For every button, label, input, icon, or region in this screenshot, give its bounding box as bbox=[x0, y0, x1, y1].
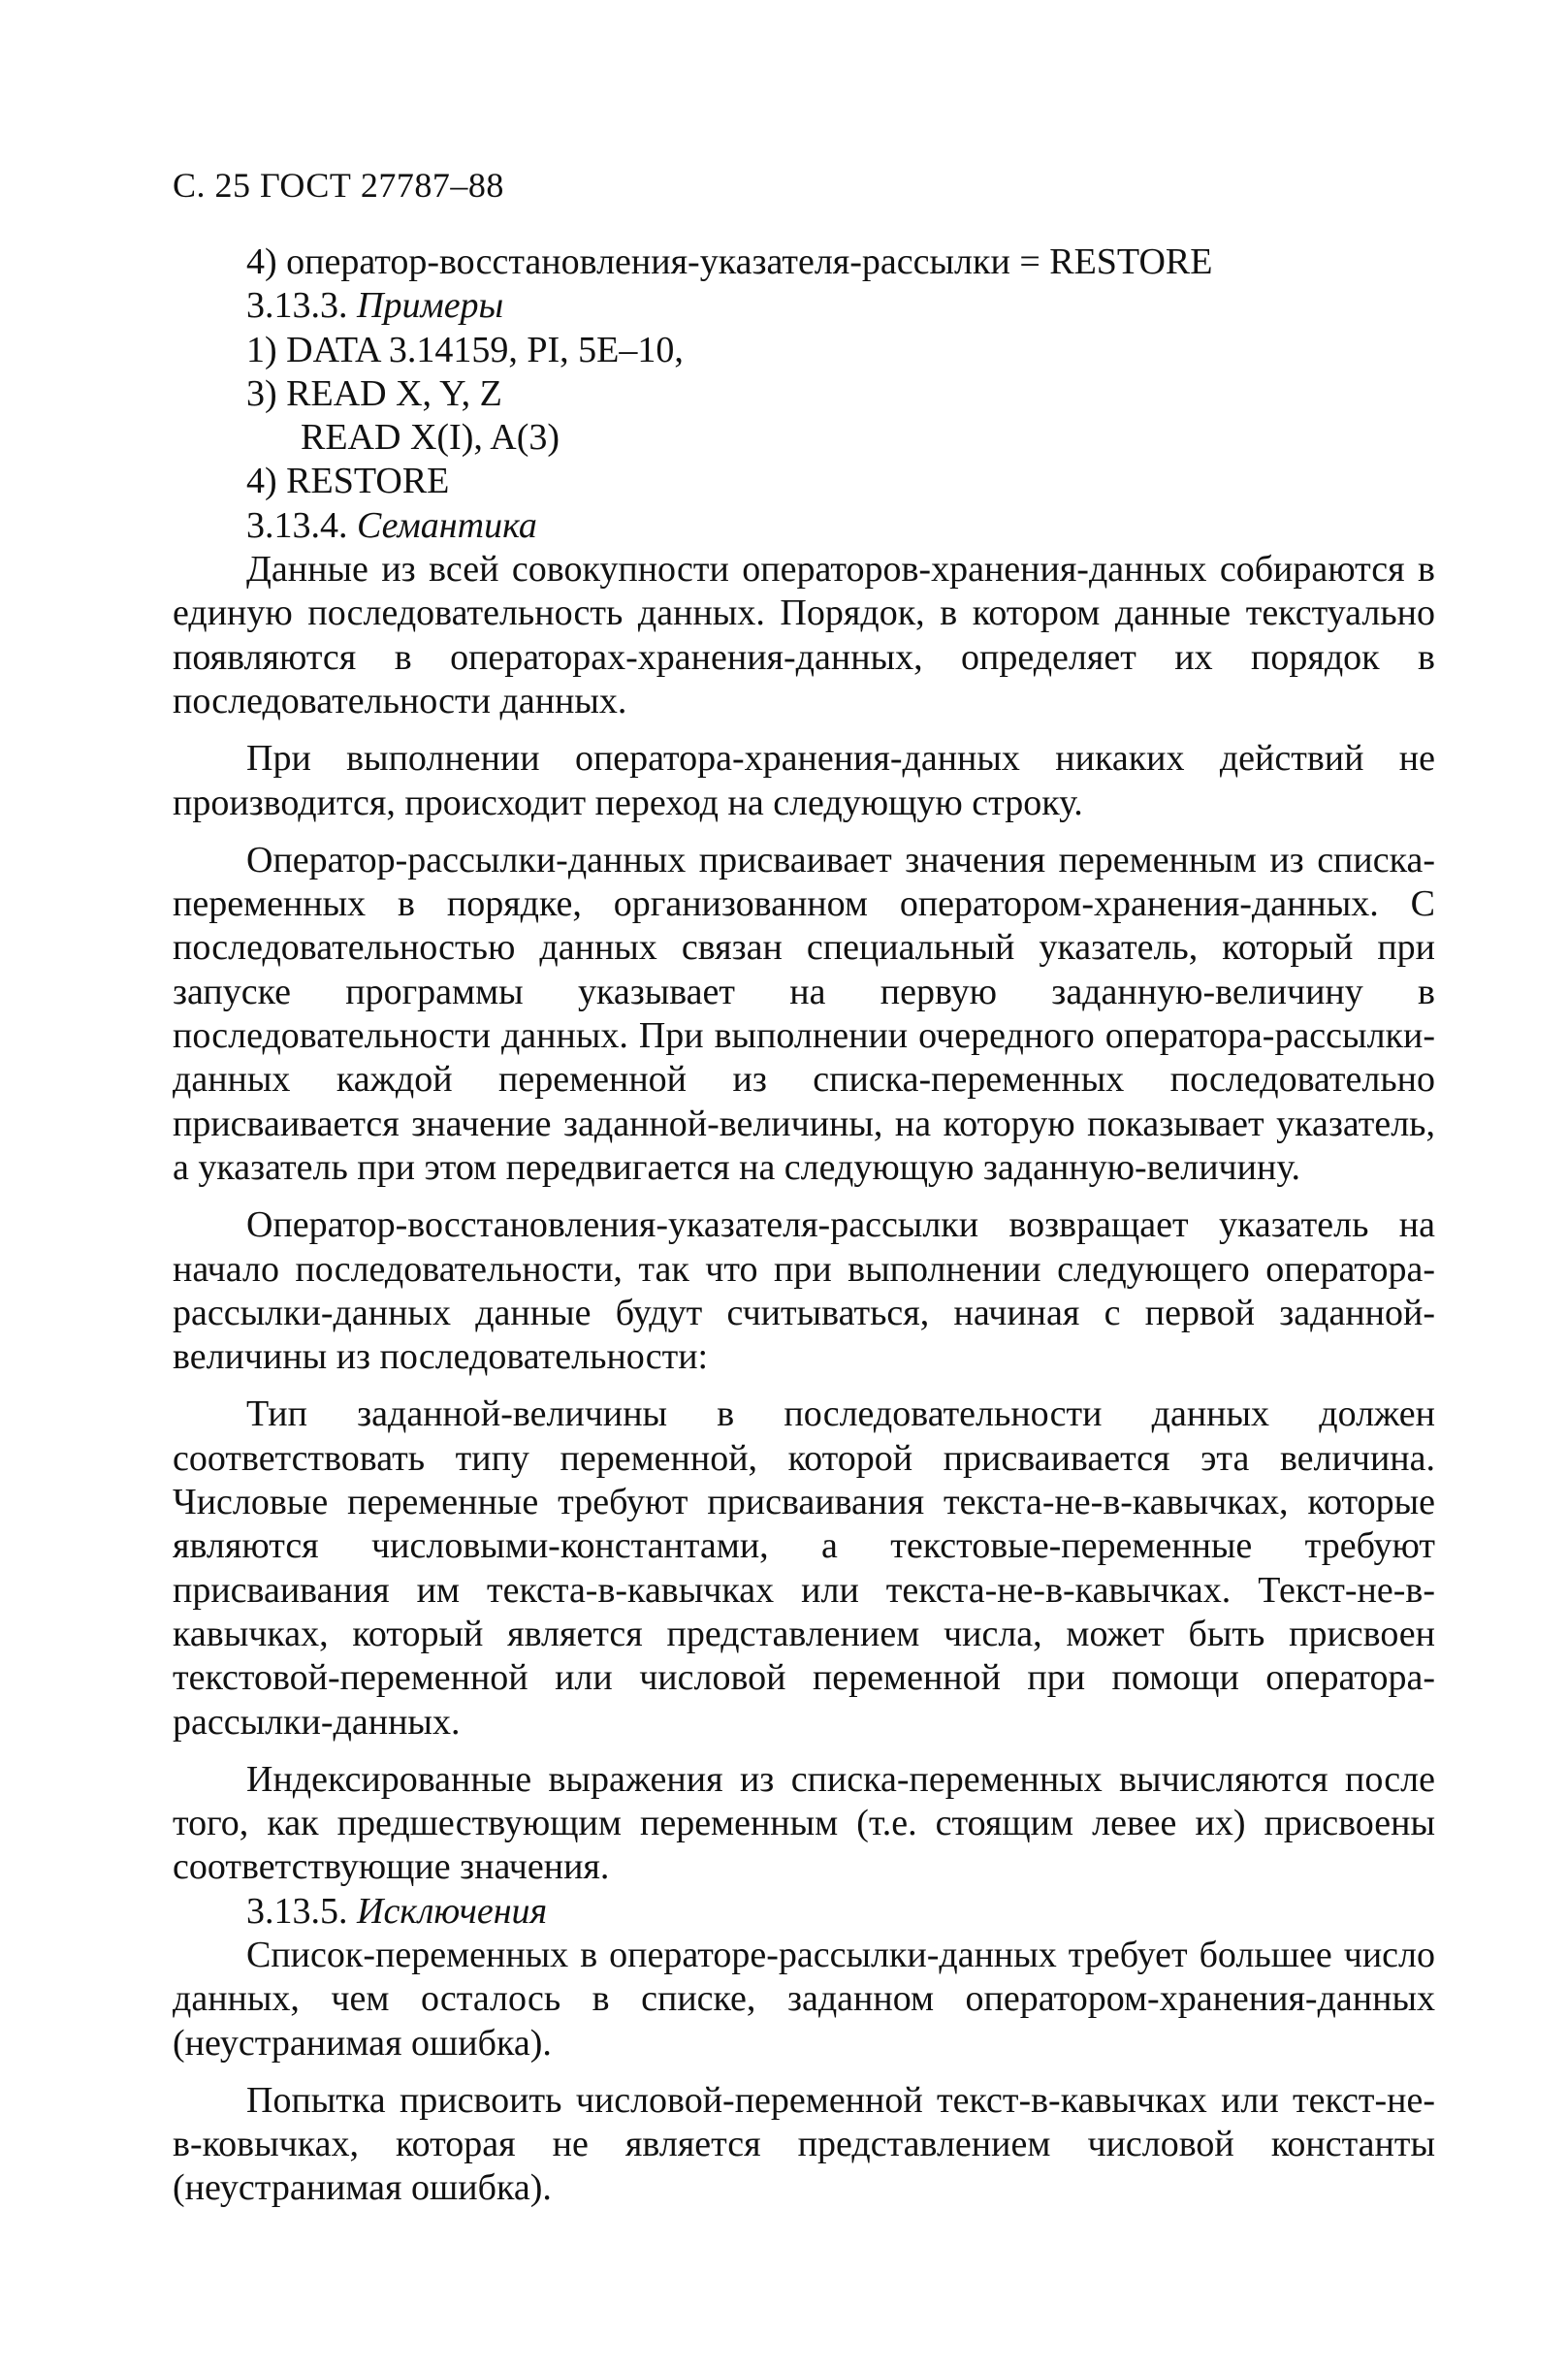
section-number: 3.13.5. bbox=[246, 1890, 348, 1932]
example-data-line: 1) DATA 3.14159, PI, 5E–10, bbox=[246, 329, 684, 370]
restore-statement-definition: 4) оператор-восстановления-указателя-рассылки = RESTORE bbox=[246, 241, 1213, 282]
paragraph-read-statement: Оператор-рассылки-данных присваивает значения переменным из списка-переменных в порядке, организованном оператором-хранения-данных. С последовательностью данных связан специальный указатель, который при запуске программы указывает на первую заданную-величину в последовательности данных. При выполнении очередного оператора-рассылки-данных каждой переменной из списка-переменных последовательно присваивается значение заданной-величины, на которую показывает указатель, а указатель при этом передвигается на следующую заданную-величину. bbox=[173, 839, 1435, 1188]
section-title: Примеры bbox=[357, 285, 504, 327]
section-number: 3.13.3. bbox=[246, 285, 348, 327]
paragraph-datum-type: Тип заданной-величины в последовательности данных должен соответствовать типу переменной, которой присваивается эта величина. Числовые переменные требуют присваивания текста-не-в-кавычках, которые являются числовыми-константами, а текстовые-переменные требуют присваивания им текста-в-кавычках или текста-не-в-кавычках. Текст-не-в-кавычках, который является представлением числа, может быть присвоен текстовой-переменной или числовой переменной при помощи оператора-рассылки-данных. bbox=[173, 1393, 1435, 1743]
paragraph-insufficient-data-exception: Список-переменных в операторе-рассылки-данных требует большее число данных, чем осталось в списке, заданном оператором-хранения-данных (неустранимая ошибка). bbox=[173, 1934, 1435, 2064]
section-3-13-4-heading bbox=[173, 504, 1435, 548]
section-title: Семантика bbox=[357, 504, 537, 546]
paragraph-restore-statement: Оператор-восстановления-указателя-рассылки возвращает указатель на начало последовательности, так что при выполнении следующего оператора-рассылки-данных данные будут считываться, начиная с первой заданной-величины из последовательности: bbox=[173, 1204, 1435, 1378]
paragraph-data-statement-execution: При выполнении оператора-хранения-данных никаких действий не производится, происходит переход на следующую строку. bbox=[173, 738, 1435, 823]
paragraph-data-sequence: Данные из всей совокупности операторов-хранения-данных собираются в единую последовательность данных. Порядок, в котором данные текстуально появляются в операторах-хранения-данных, определяет их порядок в последовательности данных. bbox=[173, 549, 1435, 721]
paragraph-indexed-expressions: Индексированные выражения из списка-переменных вычисляются после того, как предшествующим переменным (т.е. стоящим левее их) присвоены соответствующие значения. bbox=[173, 1758, 1435, 1888]
paragraph-type-mismatch-exception: Попытка присвоить числовой-переменной текст-в-кавычках или текст-не-в-ковычках, которая не является представлением числовой константы (неустранимая ошибка). bbox=[173, 2079, 1435, 2209]
section-3-13-5-heading bbox=[173, 1890, 1435, 1934]
section-title: Исключения bbox=[357, 1890, 548, 1932]
example-read-line: 3) READ X, Y, Z bbox=[246, 372, 502, 414]
page-header: С. 25 ГОСТ 27787–88 bbox=[173, 166, 504, 205]
example-read-indexed-line: READ X(I), A(3) bbox=[301, 417, 560, 459]
section-3-13-3-heading bbox=[173, 284, 1435, 328]
example-restore-line: 4) RESTORE bbox=[246, 461, 450, 502]
section-number: 3.13.4. bbox=[246, 504, 348, 546]
page-content bbox=[173, 240, 1435, 2211]
